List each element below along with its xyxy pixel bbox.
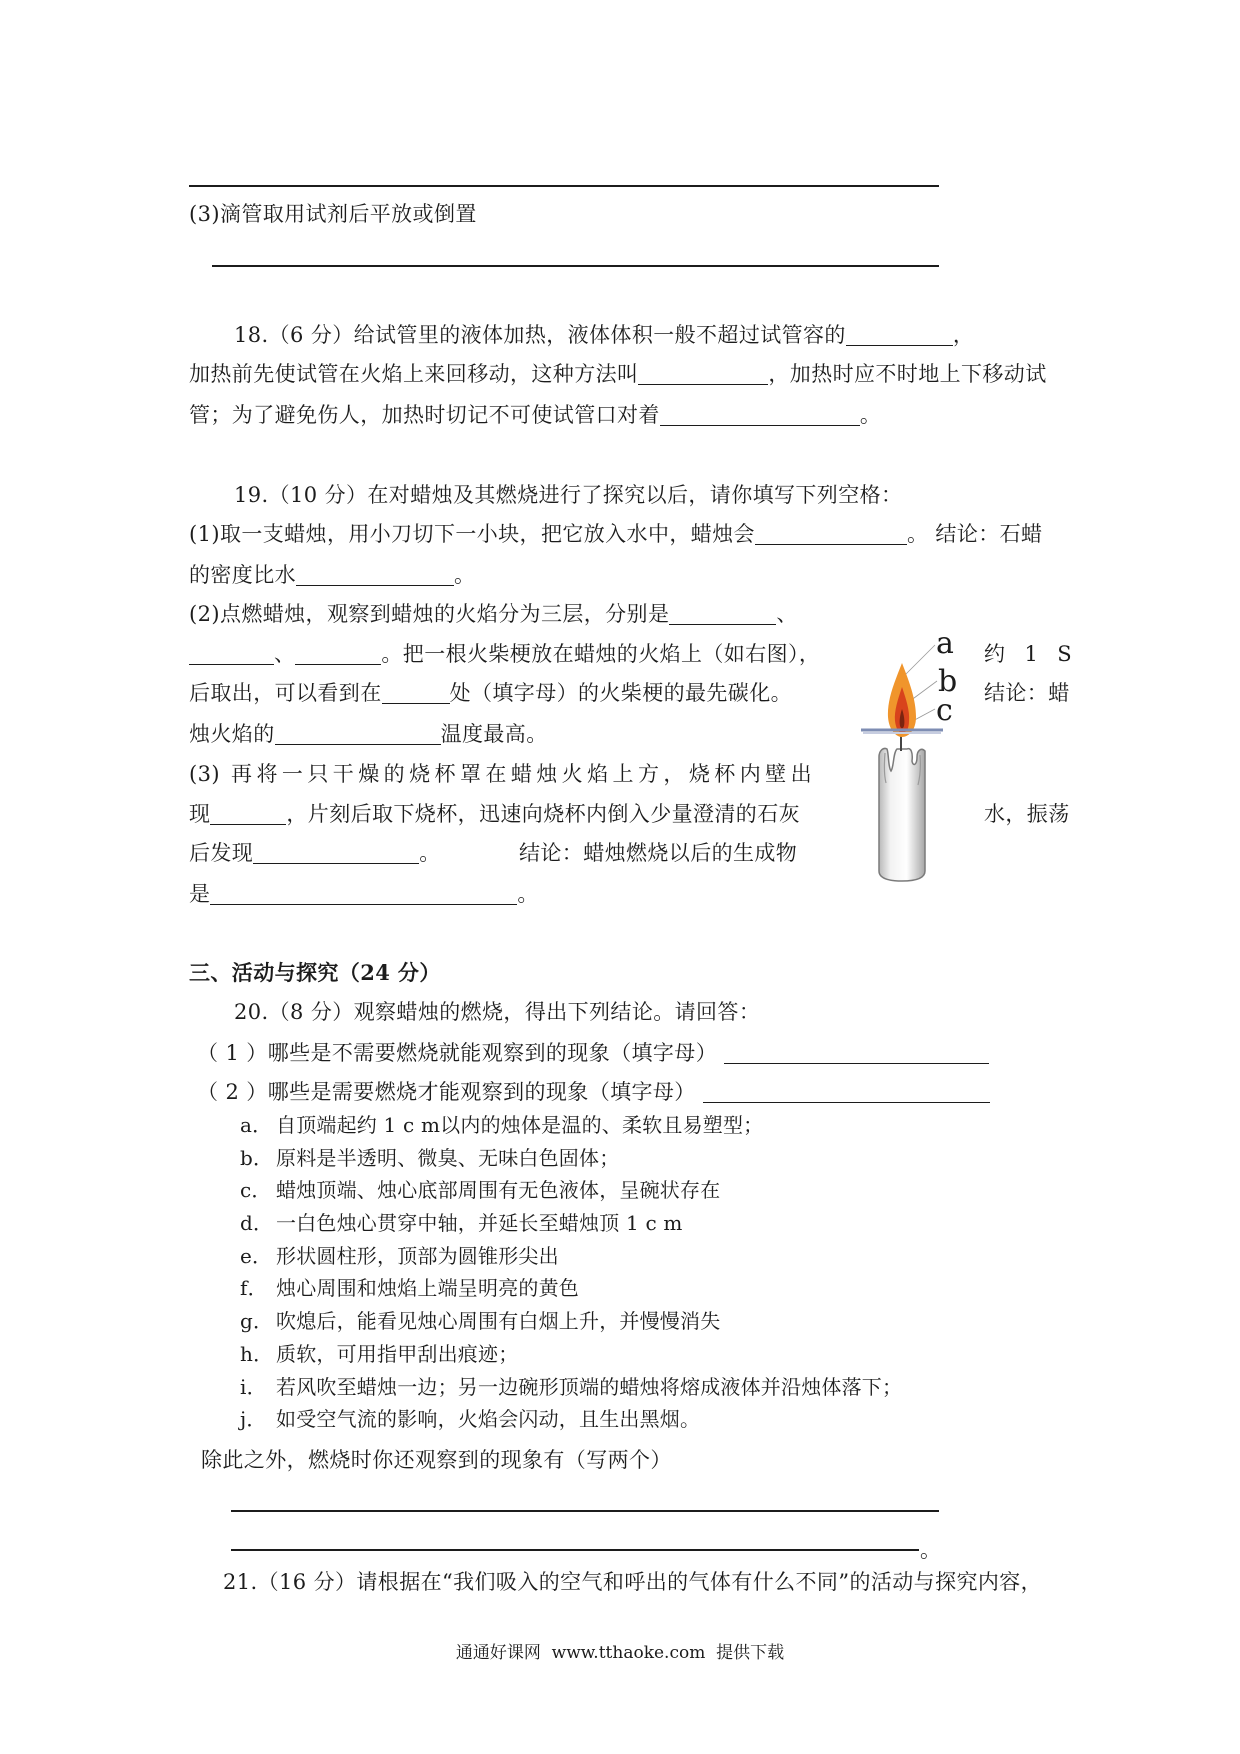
q19-blank-8 xyxy=(210,804,286,825)
list-item xyxy=(240,1111,763,1139)
q19-p1-line-1 xyxy=(189,520,1042,548)
list-item-text: 一白色烛心贯穿中轴，并延长至蜡烛顶 1 c m xyxy=(276,1211,683,1235)
list-item xyxy=(240,1405,700,1433)
q19-blank-4 xyxy=(189,644,274,665)
list-item xyxy=(240,1274,579,1302)
q18-blank-1 xyxy=(846,325,953,346)
list-item-text: 烛心周围和烛焰上端呈明亮的黄色 xyxy=(276,1276,579,1300)
q19-p2-line-2-sep: 、 xyxy=(274,642,296,666)
list-item xyxy=(240,1209,683,1237)
q18-blank-3 xyxy=(660,405,860,426)
list-item xyxy=(240,1340,518,1368)
q19-blank-5 xyxy=(295,644,381,665)
q20-ask-1-text: （ 1 ）哪些是不需要燃烧就能观察到的现象（填字母） xyxy=(197,1041,725,1065)
q19-p3-line-4-text: 是 xyxy=(189,882,211,906)
list-item-text: 形状圆柱形，顶部为圆锥形尖出 xyxy=(276,1244,559,1268)
q20-ask-1 xyxy=(197,1039,989,1067)
leader-line-a xyxy=(905,645,935,675)
list-item xyxy=(240,1176,720,1204)
q19-p3-line-2 xyxy=(189,800,800,828)
answer-line xyxy=(231,1549,919,1551)
q20-extra: 除此之外，燃烧时你还观察到的现象有（写两个） xyxy=(201,1448,672,1472)
q18-blank-2 xyxy=(638,364,768,385)
list-item-text: 如受空气流的影响，火焰会闪动，且生出黑烟。 xyxy=(276,1407,701,1431)
list-item-text: 自顶端起约 1 c m以内的烛体是温的、柔软且易塑型； xyxy=(276,1113,764,1137)
q19-p2-line-4-end: 温度最高。 xyxy=(440,722,548,746)
q19-p3-line-3-text: 后发现 xyxy=(189,841,254,865)
q19-p1-line-2 xyxy=(189,561,475,589)
q18-line-2 xyxy=(189,360,1047,388)
q19-blank-1 xyxy=(755,524,907,545)
q19-blank-2 xyxy=(296,565,454,586)
q19-blank-7 xyxy=(275,724,441,745)
q19-p2-line-3-text: 后取出，可以看到在 xyxy=(189,681,382,705)
q19-p2-line-3-end: 处（填字母）的火柴梗的最先碳化。 xyxy=(449,681,793,705)
q19-p2-line-3-right: 结论：蜡 xyxy=(984,681,1070,705)
list-item xyxy=(240,1144,619,1172)
list-item-letter: i． xyxy=(240,1375,267,1399)
list-item-letter: d． xyxy=(240,1211,274,1235)
leader-line-b xyxy=(910,681,937,701)
q19-blank-3 xyxy=(669,604,776,625)
q19-blank-9 xyxy=(253,843,419,864)
list-item-letter: h． xyxy=(240,1342,274,1366)
q19-p3-line-2-end: ，片刻后取下烧杯，迅速向烧杯内倒入少量澄清的石灰 xyxy=(286,802,801,826)
answer-line xyxy=(212,265,939,267)
list-item-text: 质软，可用指甲刮出痕迹； xyxy=(276,1342,519,1366)
q19-p1-line-1-end: 。 结论：石蜡 xyxy=(906,522,1043,546)
answer-line xyxy=(189,185,939,187)
q19-p2-line-4 xyxy=(189,720,548,748)
q21-intro: 21.（16 分）请根据在“我们吸入的空气和呼出的气体有什么不同”的活动与探究内容， xyxy=(223,1570,1043,1594)
q19-p3-line-3 xyxy=(189,839,441,867)
q19-p1-line-1-text: (1)取一支蜡烛，用小刀切下一小块，把它放入水中，蜡烛会 xyxy=(189,522,755,546)
flame-label-a: a xyxy=(936,626,954,661)
page-footer: 通通好课网 www.tthaoke.com 提供下载 xyxy=(455,1643,785,1663)
section-title: 三、活动与探究（24 分） xyxy=(189,960,441,985)
q19-p3-line-2-text: 现 xyxy=(189,802,211,826)
q19-blank-10 xyxy=(210,884,517,905)
q19-p1-line-2-text: 的密度比水 xyxy=(189,563,296,587)
q18-line-3 xyxy=(189,401,881,429)
list-item-letter: f． xyxy=(240,1276,268,1300)
q18-line-1-end: ， xyxy=(952,323,975,347)
list-item-letter: j． xyxy=(240,1407,267,1431)
list-item xyxy=(240,1307,720,1335)
q18-line-1 xyxy=(234,321,974,349)
q19-p2-line-1-text: (2)点燃蜡烛，观察到蜡烛的火焰分为三层，分别是 xyxy=(189,602,670,626)
q19-p3-conclusion: 结论：蜡烛燃烧以后的生成物 xyxy=(519,841,798,865)
q19-p3-line-4 xyxy=(189,880,539,908)
list-item-text: 若风吹至蜡烛一边；另一边碗形顶端的蜡烛将熔成液体并沿烛体落下； xyxy=(276,1375,903,1399)
q19-blank-6 xyxy=(382,683,450,704)
q19-p1-line-2-end: 。 xyxy=(454,563,476,587)
q19-p3-line-1: (3) 再将一只干燥的烧杯罩在蜡烛火焰上方，烧杯内壁出 xyxy=(189,762,812,786)
list-item-letter: e． xyxy=(240,1244,273,1268)
q19-intro: 19.（10 分）在对蜡烛及其燃烧进行了探究以后，请你填写下列空格： xyxy=(234,483,903,507)
q19-p2-right-text: 约 1 S xyxy=(984,642,1073,666)
q19-p2-line-4-text: 烛火焰的 xyxy=(189,722,275,746)
list-item-letter: b． xyxy=(240,1146,274,1170)
q19-p3-line-2-right: 水，振荡 xyxy=(984,802,1070,826)
candle-figure xyxy=(855,625,965,885)
q19-p2-line-1-end: 、 xyxy=(776,602,798,626)
q18-line-2-text: 加热前先使试管在火焰上来回移动，这种方法叫 xyxy=(189,362,639,386)
list-item-letter: g． xyxy=(240,1309,274,1333)
flame-label-b: b xyxy=(938,664,958,699)
list-item-letter: a． xyxy=(240,1113,273,1137)
q18-line-2-end: ，加热时应不时地上下移动试 xyxy=(768,362,1047,386)
q20-ask-2 xyxy=(197,1078,990,1106)
q19-p2-line-1 xyxy=(189,600,798,628)
list-item-text: 原料是半透明、微臭、无味白色固体； xyxy=(276,1146,620,1170)
q20-ask-2-text: （ 2 ）哪些是需要燃烧才能观察到的现象（填字母） xyxy=(197,1080,703,1104)
q19-p2-line-2 xyxy=(189,640,820,668)
q19-p3-line-4-end: 。 xyxy=(517,882,539,906)
flame-label-c: c xyxy=(936,693,953,728)
answer-line xyxy=(231,1510,939,1512)
q20-blank-2 xyxy=(703,1082,990,1103)
q19-p2-line-3 xyxy=(189,679,792,707)
list-item-letter: c． xyxy=(240,1178,272,1202)
list-item-text: 吹熄后，能看见烛心周围有白烟上升，并慢慢消失 xyxy=(276,1309,721,1333)
q18-line-1-text: 18.（6 分）给试管里的液体加热，液体体积一般不超过试管容的 xyxy=(234,323,846,347)
q17-part3: (3)滴管取用试剂后平放或倒置 xyxy=(189,202,477,226)
q20-extra-end: 。 xyxy=(920,1538,942,1562)
list-item xyxy=(240,1373,902,1401)
q19-p2-line-2-right xyxy=(984,640,1072,668)
candle-body xyxy=(879,748,925,881)
list-item-text: 蜡烛顶端、烛心底部周围有无色液体，呈碗状存在 xyxy=(276,1178,721,1202)
q19-p3-line-3-end: 。 xyxy=(419,841,441,865)
q20-intro: 20.（8 分）观察蜡烛的燃烧，得出下列结论。请回答： xyxy=(234,1000,761,1024)
q19-p2-line-2-text: 。把一根火柴梗放在蜡烛的火焰上（如右图）， xyxy=(381,642,821,666)
list-item xyxy=(240,1242,559,1270)
q20-blank-1 xyxy=(724,1043,989,1064)
q18-line-3-text: 管；为了避免伤人，加热时切记不可使试管口对着 xyxy=(189,403,660,427)
q18-line-3-end: 。 xyxy=(859,403,882,427)
